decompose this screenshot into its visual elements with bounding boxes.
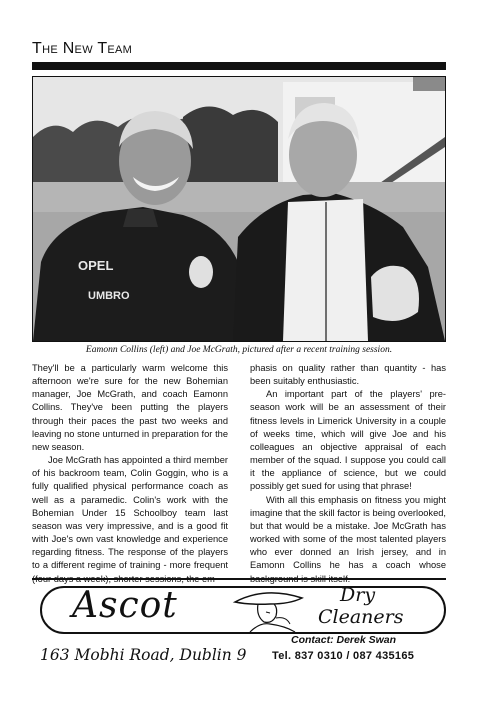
advert-divider [32,578,446,580]
advert-name: Ascot [72,585,178,626]
article-paragraph: An important part of the players' pre-season work will be an assessment of their fitness levels in Limerick University in a couple of weeks time, which will give Joe and his colleagues an objective appraisal of each member of the squad. I suppose you could call it the appliance of science, but we could possibly get sued for using that phrase! [250,389,446,492]
advert-contact: Contact: Derek Swan [291,634,397,646]
lady-with-hat-illustration [230,588,310,632]
page-title: The New Team [32,40,133,57]
photo-caption: Eamonn Collins (left) and Joe McGrath, pictured after a recent training session. [85,345,393,355]
article-paragraph: phasis on quality rather than quantity - has been suitably enthusiastic. [250,363,446,387]
advert-address: 163 Mobhi Road, Dublin 9 [40,646,247,664]
advert-line-dry: Dry [340,584,376,606]
article-paragraph: With all this emphasis on fitness you might imagine that the skill factor is being overlooked, but that would be a mistake. Joe McGrath has worked with some of the most talented players who ever donned an Irish jersey, and in Eamonn Collins he has a coach whose [250,494,446,571]
article-column-left [32,362,228,586]
title-rule [32,62,446,70]
jacket-sponsor-text: OPEL [78,258,114,273]
team-photo [32,76,446,342]
article-paragraph: Joe McGrath has appointed a third member of his backroom team, Colin Goggin, who is a fully qualified physical performance coach as well as a paramedic. Colin's work with the Bohemian Under 15 Schoolboy team last season was very impressive, and is a good fit with Joe's own vast knowledge and experience regarding fitness. The response of the players to a different regime of training - more frequent [32,455,228,571]
article-column-right [250,362,446,586]
advert-telephone: Tel. 837 0310 / 087 435165 [272,650,415,662]
article-paragraph: They'll be a particularly warm welcome this afternoon we're sure for the new Bohemian manager, Joe McGrath, and coach Eamonn Collins. They've been putting the players through their paces the past two weeks and leaving no stone unturned in preparation for the new season. [32,363,228,452]
jacket-brand-text: UMBRO [88,290,130,302]
advert-line-cleaners: Cleaners [318,606,404,628]
